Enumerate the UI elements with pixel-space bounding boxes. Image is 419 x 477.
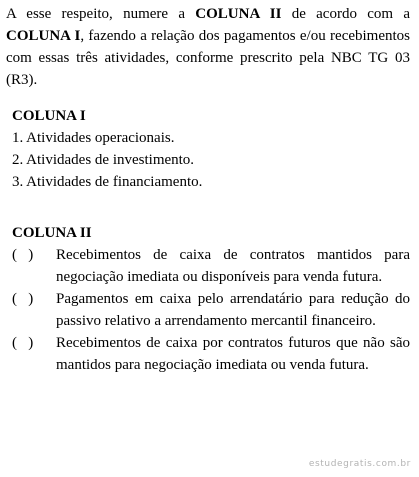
watermark: estudegratis.com.br	[308, 459, 411, 469]
coluna-ii-list	[12, 244, 410, 376]
coluna-i-list	[12, 127, 202, 193]
coluna-ii-item-3-text: Recebimentos de caixa por contratos futuros que não são mantidos para negociação imediata ou venda futura.	[56, 335, 410, 373]
answer-blank-2: ( )	[12, 291, 34, 307]
coluna-ii-title: COLUNA II	[12, 225, 92, 241]
coluna-ii-item-2	[12, 288, 410, 332]
coluna-ii-item-1-text: Recebimentos de caixa de contratos mantidos para negociação imediata ou disponíveis para venda futura.	[56, 247, 410, 285]
coluna-i-title: COLUNA I	[12, 108, 86, 124]
coluna-i-item-3: 3. Atividades de financiamento.	[12, 174, 203, 190]
intro-bold-coluna-i: COLUNA I	[6, 28, 81, 44]
answer-blank-3: ( )	[12, 335, 34, 351]
coluna-i-item-2: 2. Atividades de investimento.	[12, 152, 195, 168]
coluna-ii-item-1	[12, 244, 410, 288]
intro-text-2: de acordo com a	[281, 6, 410, 22]
answer-blank-1: ( )	[12, 247, 34, 263]
intro-text-3: , fazendo a relação dos pagamentos e/ou recebimentos com essas três atividades, conforme prescrito pela NBC TG 03 (R3).	[6, 28, 411, 88]
coluna-ii-item-3	[12, 332, 410, 376]
intro-bold-coluna-ii: COLUNA II	[195, 6, 282, 22]
coluna-i-item-1: 1. Atividades operacionais.	[12, 130, 175, 146]
question-intro	[6, 3, 410, 91]
coluna-ii-item-2-text: Pagamentos em caixa pelo arrendatário para redução do passivo relativo a arrendamento mercantil financeiro.	[56, 291, 410, 329]
intro-text-1: A esse respeito, numere a	[6, 6, 196, 22]
